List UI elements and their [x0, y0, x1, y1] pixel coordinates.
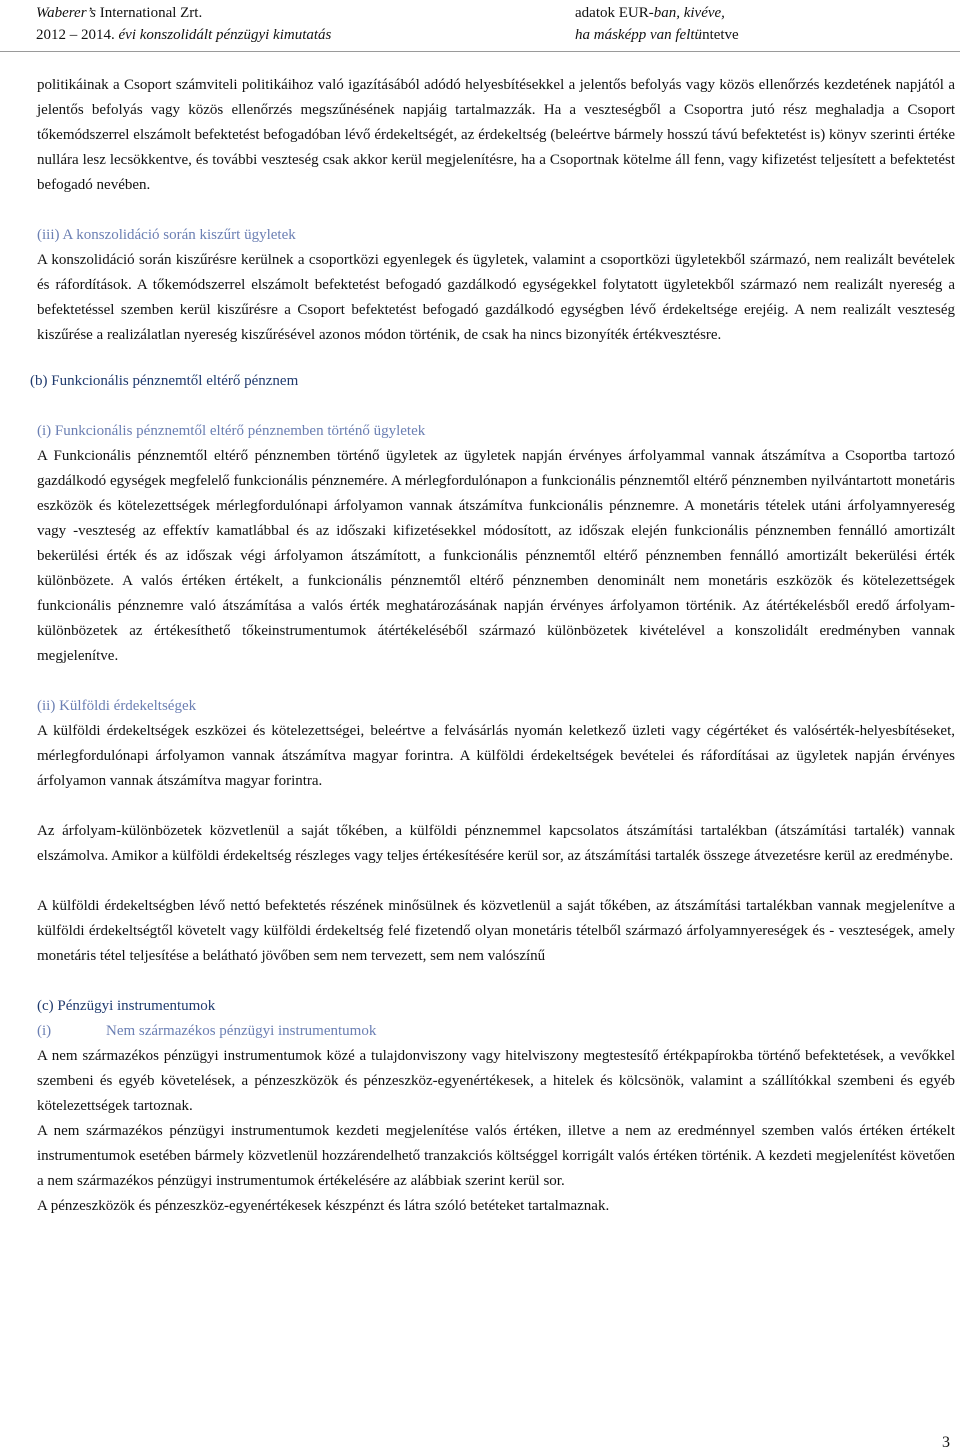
paragraph-c-i-2: A nem származékos pénzügyi instrumentumok kezdeti megjelenítése valós értéken, illetve a nem az eredménnyel szemben valós értéken értékelt instrumentumok esetében bármely közvetlenül hozzárendelhető tranzakciós költséggel korrigált valós értéken történik. A kezdeti megjelenítést követően a nem származékos pénzügyi instrumentumok értékelésére az alábbiak szerint kerül sor. [37, 1123, 955, 1189]
heading-b-i-number: (i) [37, 423, 52, 439]
heading-c-i-title: Nem származékos pénzügyi instrumentumok [106, 1023, 377, 1039]
company-name [36, 3, 202, 23]
currency-note-line2-tail: ntetve [702, 27, 739, 43]
currency-note-line2-italic: ha másképp van feltü [575, 27, 703, 43]
page-number: 3 [942, 1434, 950, 1451]
currency-note-line2 [575, 25, 739, 45]
currency-note-italic: -ban, kivéve, [648, 5, 725, 21]
heading-b-number: (b) [30, 373, 48, 389]
company-name-italic: Waberer’s [36, 5, 97, 21]
heading-iii [37, 223, 955, 248]
paragraph-b-ii-1: A külföldi érdekeltségek eszközei és kötelezettségei, beleértve a felvásárlás nyomán keletkező üzleti vagy cégértéket és valósérték-helyesbítéseket, mérlegfordulónapi árfolyamon vannak átszámítva magyar forintra. A külföldi érdekeltségek bevételei és ráfordításai az ügyletek napján érvényes árfolyamon vannak átszámítva magyar forintra. [37, 723, 955, 789]
heading-c-i [37, 1019, 955, 1044]
heading-c-number: (c) [37, 998, 54, 1014]
heading-b-ii-title: Külföldi érdekeltségek [59, 698, 197, 714]
heading-c-i-number: (i) [37, 1023, 52, 1039]
paragraph-b-ii-2: Az árfolyam-különbözetek közvetlenül a saját tőkében, a külföldi pénznemmel kapcsolatos átszámítási tartalékban (átszámítási tartalék) vannak elszámolva. Amikor a külföldi érdekeltség részleges vagy teljes értékesítésére kerül sor, az átszámítási tartalék összege átvezetésre kerül az eredménybe. [37, 823, 955, 864]
header-divider [0, 51, 960, 52]
heading-b-title: Funkcionális pénznemtől eltérő pénznem [51, 373, 299, 389]
paragraph-c-i-3: A pénzeszközök és pénzeszköz-egyenértékesek készpénzt és látra szóló betéteket tartalmaznak. [37, 1198, 610, 1214]
currency-note-line1 [575, 3, 725, 23]
heading-c [37, 994, 955, 1019]
heading-b-ii-number: (ii) [37, 698, 56, 714]
currency-note-prefix: adatok EUR [575, 5, 649, 21]
paragraph-c-i-1: A nem származékos pénzügyi instrumentumok közé a tulajdonviszony vagy hitelviszony megtestesítő értékpapírokba történő befektetések, a vevőkkel szembeni és egyéb követelések, a pénzeszközök és pénzeszköz-egyenértékesek, a hitelek és kölcsönök, valamint a szállítókkal szembeni és egyéb kötelezettségek tartoznak. [37, 1048, 955, 1114]
report-title [36, 25, 331, 45]
paragraph-intro: politikáinak a Csoport számviteli politikáihoz való igazításából adódó helyesbítésekkel a jelentős befolyás vagy közös ellenőrzés kezdetének napjától a jelentős befolyás vagy közös ellenőrzés megszűnésének napjáig tartalmazzák. Ha a veszteségből a Csoportra jutó rész meghaladja a Csoport tőkemódszerrel elszámolt befektetést befogadóban lévő érdekeltségét, az érdekeltség (beleértve bármely hosszú távú befektetést is) könyv szerinti értéke nullára lesz lecsökkentve, és további veszteség csak akkor kerül megjelenítésre, ha a Csoportnak kötelme áll fenn, vagy kifizetést teljesített a befektetést befogadó nevében. [37, 77, 955, 193]
company-name-suffix: International Zrt. [96, 5, 203, 21]
heading-b [30, 369, 955, 394]
heading-c-title: Pénzügyi instrumentumok [57, 998, 216, 1014]
heading-iii-title: A konszolidáció során kiszűrt ügyletek [62, 227, 296, 243]
heading-b-i [37, 419, 955, 444]
report-period: 2012 – 2014. [36, 27, 115, 43]
page-header [0, 0, 960, 52]
document-body [30, 73, 955, 1219]
paragraph-b-ii-3: A külföldi érdekeltségben lévő nettó befektetés részének minősülnek és közvetlenül a saját tőkében, az átszámítási tartalékban vannak megjelenítve a külföldi érdekeltségtől követelt vagy külföldi érdekeltség felé fizetendő olyan monetáris tételből származó árfolyamnyereségek és - veszteségek, amely monetáris tétel teljesítése a belátható jövőben sem nem tervezett, sem nem valószínű [37, 898, 955, 964]
heading-b-ii [37, 694, 955, 719]
paragraph-b-i: A Funkcionális pénznemtől eltérő pénznemben történő ügyletek az ügyletek napján érvényes árfolyammal vannak átszámítva a Csoportba tartozó gazdálkodó egységek megfelelő funkcionális pénznemére. A mérlegfordulónapon a funkcionális pénznemtől eltérő pénznemben nyilvántartott monetáris eszközök és kötelezettségek mérlegfordulónapi árfolyamon vannak átszámítva funkcionális pénznemre. A monetáris tételek utáni árfolyamnyereség vagy -veszteség az effektív kamatlábbal és az időszaki kifizetésekkel módosított, az időszak elején funkcionális pénznemben fennálló amortizált bekerülési érték és az időszak végi árfolyamon átszámított, a funkcionális pénznemtől eltérő pénznemben fennálló amortizált bekerülési érték különbözete. A valós értéken értékelt, a funkcionális pénznemtől eltérő pénznemben denominált nem monetáris eszközök és kötelezettségek funkcionális pénznemre való átszámítása a valós érték meghatározásának napján érvényes árfolyamon történik. Az átértékelésből eredő árfolyam-különbözetek az értékesíthető tőkeinstrumentumok átértékeléséből származó különbözetek kivételével a konszolidált eredményben vannak megjelenítve. [37, 448, 955, 664]
heading-b-i-title: Funkcionális pénznemtől eltérő pénznemben történő ügyletek [54, 423, 426, 439]
report-title-text: évi konszolidált pénzügyi kimutatás [114, 27, 332, 43]
paragraph-iii: A konszolidáció során kiszűrésre kerülnek a csoportközi egyenlegek és ügyletek, valamint a csoportközi ügyletekből származó, nem realizált bevételek és ráfordítások. A tőkemódszerrel elszámolt befektetést befogadó gazdálkodó egységekkel folytatott ügyletekből származó nem realizált nyereség a befektetéssel szemben kerül kiszűrésre a Csoport befektetést befogadó gazdálkodó egységben lévő érdekeltsége erejéig. A nem realizált veszteség kiszűrése a realizálatlan nyereség kiszűrésével azonos módon történik, de csak ha nincs bizonyíték értékvesztésre. [37, 252, 955, 343]
heading-iii-number: (iii) [37, 227, 60, 243]
